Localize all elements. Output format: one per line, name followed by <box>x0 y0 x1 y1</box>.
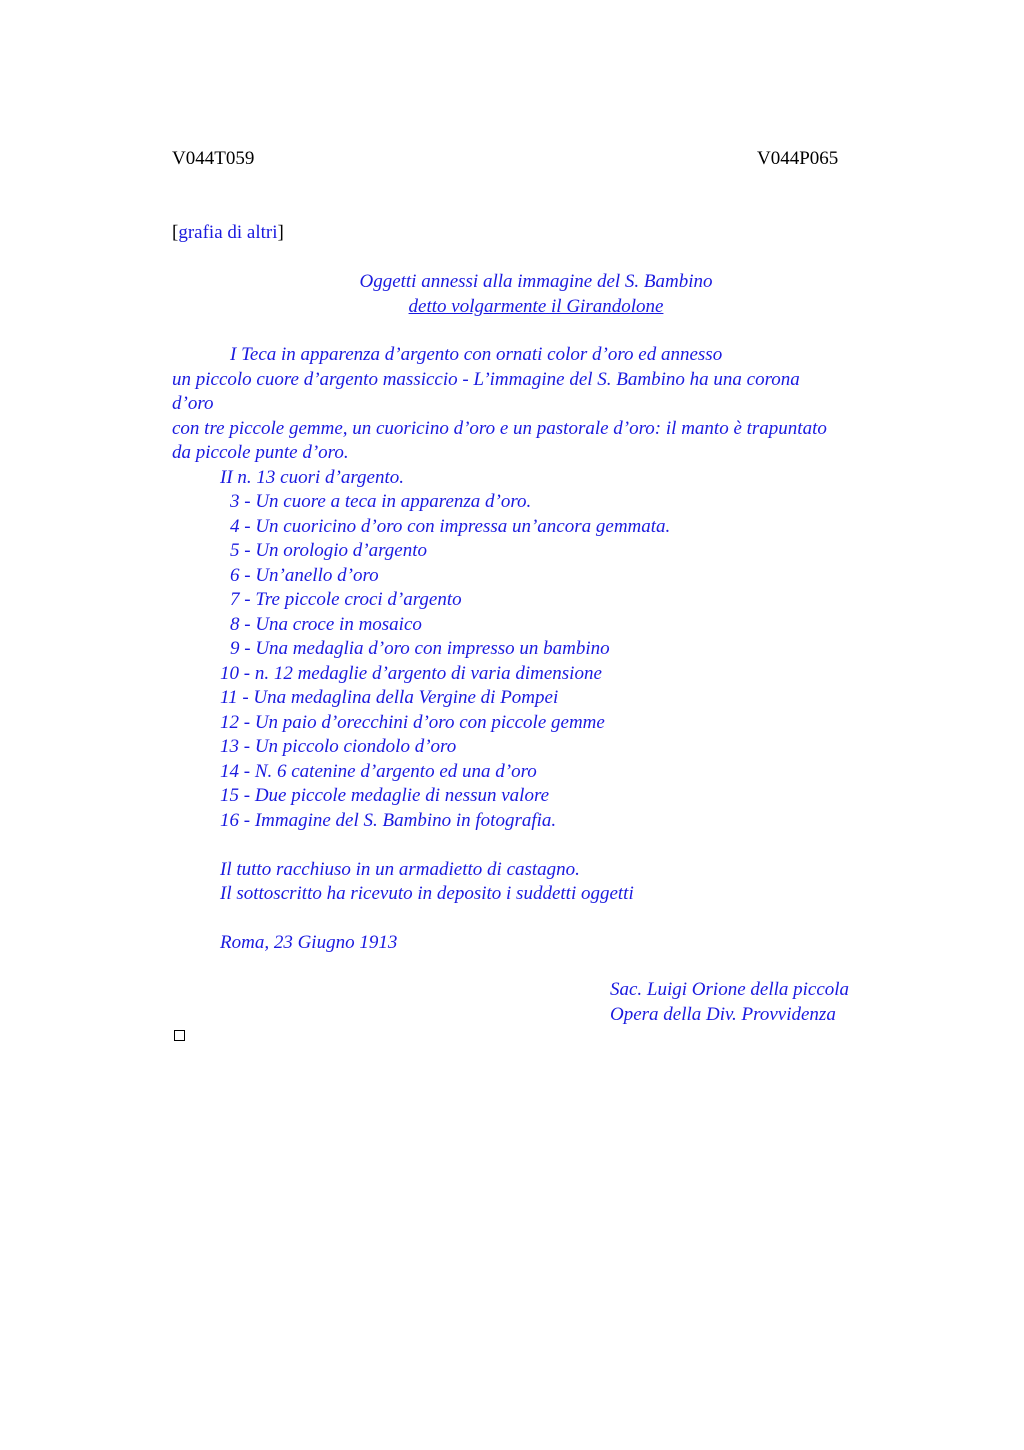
list-item: 16 - Immagine del S. Bambino in fotografia. <box>220 809 557 831</box>
list-item: 7 - Tre piccole croci d’argento <box>230 589 462 610</box>
spacer <box>172 833 902 858</box>
list-item: 10 - n. 12 medaglie d’argento di varia dimensione <box>220 662 602 684</box>
list-item: 6 - Un’anello d’oro <box>230 564 379 586</box>
document-title <box>172 270 900 319</box>
list-item: 9 - Una medaglia d’oro con impresso un bambino <box>230 638 610 659</box>
list-item: 4 - Un cuoricino d’oro con impressa un’ancora gemmata. <box>230 515 671 537</box>
note-text: grafia di altri <box>178 222 278 243</box>
closing-line-1: Il tutto racchiuso in un armadietto di castagno. <box>220 858 580 880</box>
item-ii: II n. 13 cuori d’argento. <box>220 466 404 488</box>
list-item: 15 - Due piccole medaglie di nessun valore <box>220 785 550 806</box>
item-i-line-5: da piccole punte d’oro. <box>172 442 349 463</box>
signature-line-1: Sac. Luigi Orione della piccola <box>610 979 850 1000</box>
list-item: 13 - Un piccolo ciondolo d’oro <box>220 736 457 757</box>
document-date: Roma, 23 Giugno 1913 <box>220 932 398 953</box>
end-marker-square-icon <box>174 1030 185 1041</box>
editorial-note <box>172 221 284 245</box>
title-line-2-text: detto volgarmente il Girandolone <box>408 295 664 317</box>
signature-block <box>610 978 849 1027</box>
spacer <box>172 907 902 932</box>
title-line-2 <box>172 295 900 320</box>
note-open-bracket: [ <box>172 222 179 243</box>
title-line-1: Oggetti annessi alla immagine del S. Bambino <box>359 271 713 292</box>
document-code-right: V044P065 <box>757 148 839 169</box>
list-item: 3 - Un cuore a teca in apparenza d’oro. <box>230 491 532 512</box>
list-item: 8 - Una croce in mosaico <box>230 613 422 635</box>
document-code-left: V044T059 <box>172 148 255 169</box>
item-i-line-2: un piccolo cuore d’argento massiccio - L’immagine del S. Bambino ha una corona <box>172 368 800 390</box>
list-item: 5 - Un orologio d’argento <box>230 540 428 561</box>
signature-line-2: Opera della Div. Provvidenza <box>610 1003 836 1025</box>
item-i-line-4: con tre piccole gemme, un cuoricino d’oro e un pastorale d’oro: il manto è trapuntato <box>172 417 827 439</box>
list-item: 14 - N. 6 catenine d’argento ed una d’oro <box>220 760 537 782</box>
item-i-line-3: d’oro <box>172 393 214 414</box>
list-item: 11 - Una medaglina della Vergine di Pompei <box>220 687 559 708</box>
inventory-body <box>172 343 902 956</box>
note-close-bracket: ] <box>277 222 284 243</box>
closing-line-2: Il sottoscritto ha ricevuto in deposito i suddetti oggetti <box>220 883 634 904</box>
list-item: 12 - Un paio d’orecchini d’oro con piccole gemme <box>220 711 605 733</box>
item-i-line-1: I Teca in apparenza d’argento con ornati color d’oro ed annesso <box>230 344 723 365</box>
